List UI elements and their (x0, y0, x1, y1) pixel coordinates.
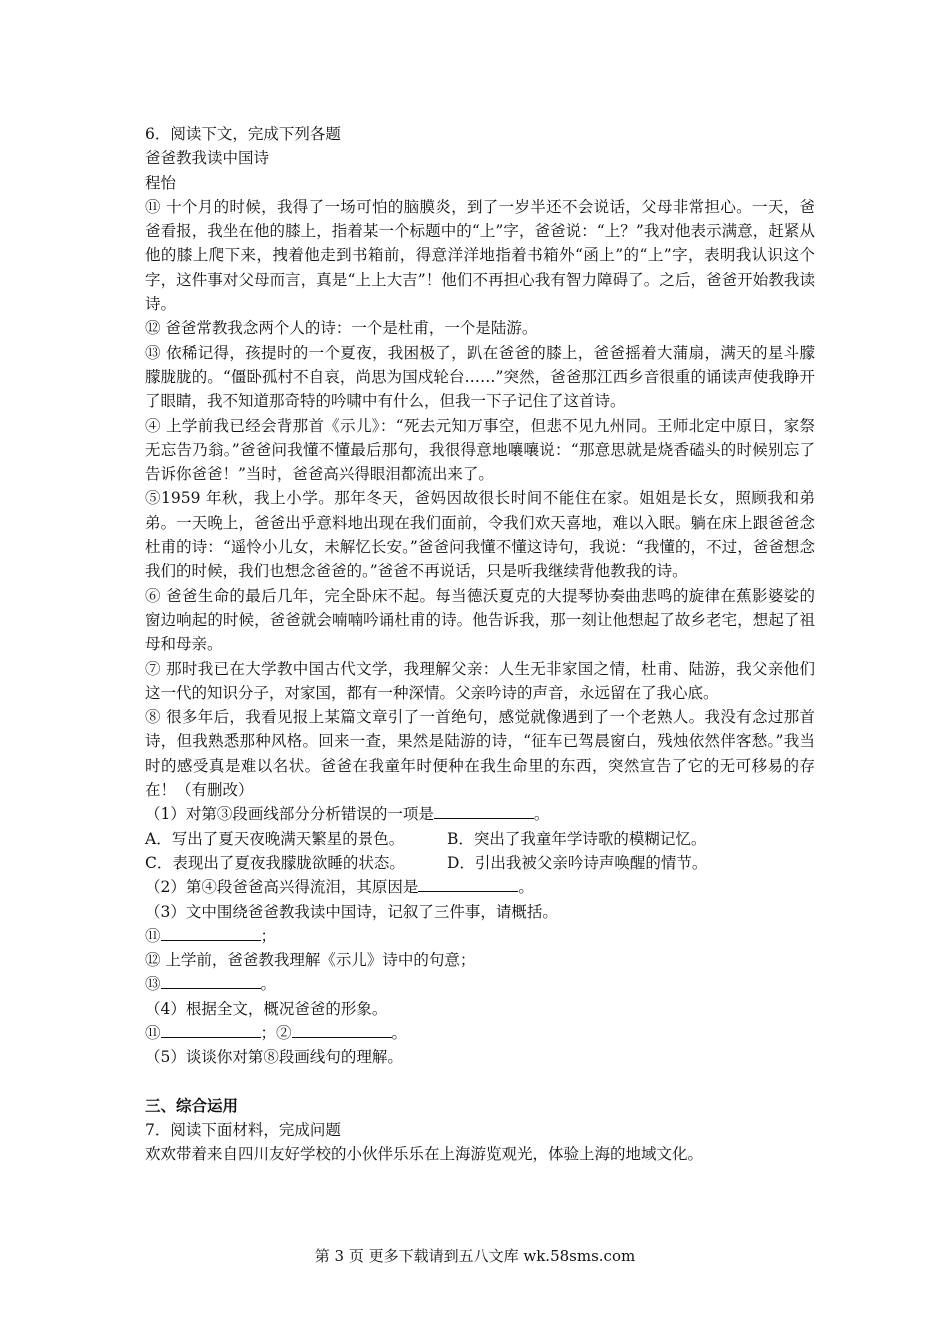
paragraph-8: ⑧ 很多年后，我看见报上某篇文章引了一首绝句，感觉就像遇到了一个老熟人。我没有念过那首诗，但我熟悉那种风格。回来一查，果然是陆游的诗，“征车已驾晨窗白，残烛依然伴客愁。”我当时的感受真是难以名状。爸爸在我童年时便种在我生命里的东西，突然宣告了它的无可移易的存在！（有删改） (145, 708, 815, 800)
sub-question-1: （1）对第③段画线部分分析错误的一项是 。 (145, 805, 550, 824)
paragraph-6: ⑥ 爸爸生命的最后几年，完全卧床不起。每当德沃夏克的大提琴协奏曲悲鸣的旋律在蕉影婆娑的窗边响起的时候，爸爸就会喃喃吟诵杜甫的诗。他告诉我，那一刻让他想起了故乡老宅，想起了祖母和母亲。 (145, 586, 815, 654)
sub-question-3-item-3: ⑬ 。 (145, 975, 277, 994)
option-a[interactable]: A．写出了夏天夜晚满天繁星的景色。 (145, 829, 405, 848)
answer-blank[interactable] (418, 876, 518, 892)
question-6-header: 6．阅读下文，完成下列各题 (145, 125, 341, 143)
answer-blank[interactable] (161, 1022, 261, 1038)
sub-question-4: （4）根据全文，概况爸爸的形象。 (145, 999, 388, 1018)
sub-question-2: （2）第④段爸爸高兴得流泪，其原因是 。 (145, 878, 534, 897)
sub-question-4-answers: ⑪ ；② 。 (145, 1023, 408, 1042)
paragraph-5: ⑤1959 年秋，我上小学。那年冬天，爸妈因故很长时间不能住在家。姐姐是长女，照顾我和弟弟。一天晚上，爸爸出乎意料地出现在我们面前，令我们欢天喜地，难以入眠。躺在床上跟爸爸念杜甫的诗：“遥怜小儿女，未解忆长安。”爸爸问我懂不懂这诗句，我说：“我懂的，不过，爸爸想念我们的时候，我们也想念爸爸的。”爸爸不再说话，只是听我继续背他教我的诗。 (145, 489, 815, 581)
sub-question-1-stem: （1）对第③段画线部分分析错误的一项是 (145, 805, 434, 824)
question-7-header: 7．阅读下面材料，完成问题 (145, 1120, 341, 1139)
sub-question-3: （3）文中围绕爸爸教我读中国诗，记叙了三件事，请概括。 (145, 902, 558, 921)
option-c[interactable]: C．表现出了夏夜我朦胧欲睡的状态。 (145, 853, 405, 872)
paragraph-3: ⑬ 依稀记得，孩提时的一个夏夜，我困极了，趴在爸爸的膝上，爸爸摇着大蒲扇，满天的星斗朦朦胧胧的。“僵卧孤村不自哀，尚思为国戍轮台……”突然，爸爸那江西乡音很重的诵读声使我睁开了眼睛，我不知道那奇特的吟啸中有什么，但我一下子记住了这首诗。 (145, 343, 815, 411)
article-title: 爸爸教我读中国诗 (145, 149, 270, 168)
answer-blank[interactable] (292, 1022, 392, 1038)
page-footer: 第 3 页 更多下载请到五八文库 wk.58sms.com (314, 1247, 636, 1265)
answer-blank[interactable] (434, 803, 534, 819)
sub-question-5: （5）谈谈你对第⑧段画线句的理解。 (145, 1048, 403, 1067)
page-content (145, 122, 815, 1166)
sub-question-3-item-1: ⑪ ； (145, 926, 277, 945)
option-d[interactable]: D．引出我被父亲吟诗声唤醒的情节。 (447, 853, 708, 872)
answer-blank[interactable] (161, 925, 261, 941)
article-author: 程怡 (145, 173, 177, 192)
options-row-2 (145, 851, 815, 875)
paragraph-4: ④ 上学前我已经会背那首《示儿》：“死去元知万事空，但悲不见九州同。王师北定中原日，家祭无忘告乃翁。”爸爸问我懂不懂最后那句，我很得意地嚷嚷说：“那意思就是烧香磕头的时候别忘了告诉你爸爸！”当时，爸爸高兴得眼泪都流出来了。 (145, 416, 815, 484)
option-b[interactable]: B．突出了我童年学诗歌的模糊记忆。 (447, 829, 707, 848)
paragraph-2: ⑫ 爸爸常教我念两个人的诗：一个是杜甫，一个是陆游。 (145, 319, 538, 338)
answer-blank[interactable] (161, 973, 261, 989)
paragraph-7: ⑦ 那时我已在大学教中国古代文学，我理解父亲：人生无非家国之情，杜甫、陆游，我父亲他们这一代的知识分子，对家国，都有一种深情。父亲吟诗的声音，永远留在了我心底。 (145, 659, 815, 702)
paragraph-1: ⑪ 十个月的时候，我得了一场可怕的脑膜炎，到了一岁半还不会说话，父母非常担心。一天，爸爸看报，我坐在他的膝上，指着某一个标题中的“上”字，爸爸说：“上？”我对他表示满意，赶紧从他的膝上爬下来，拽着他走到书箱前，得意洋洋地指着书箱外“函上”的“上”字，表明我认识这个字，这件事对父母而言，真是“上上大吉”！他们不再担心我有智力障碍了。之后，爸爸开始教我读诗。 (145, 197, 815, 314)
question-7-text: 欢欢带着来自四川友好学校的小伙伴乐乐在上海游览观光，体验上海的地域文化。 (145, 1145, 704, 1164)
options-row-1 (145, 827, 815, 851)
section-3-title: 三、综合运用 (145, 1095, 239, 1115)
sub-question-3-item-2: ⑫ 上学前，爸爸教我理解《示儿》诗中的句意； (145, 951, 476, 970)
